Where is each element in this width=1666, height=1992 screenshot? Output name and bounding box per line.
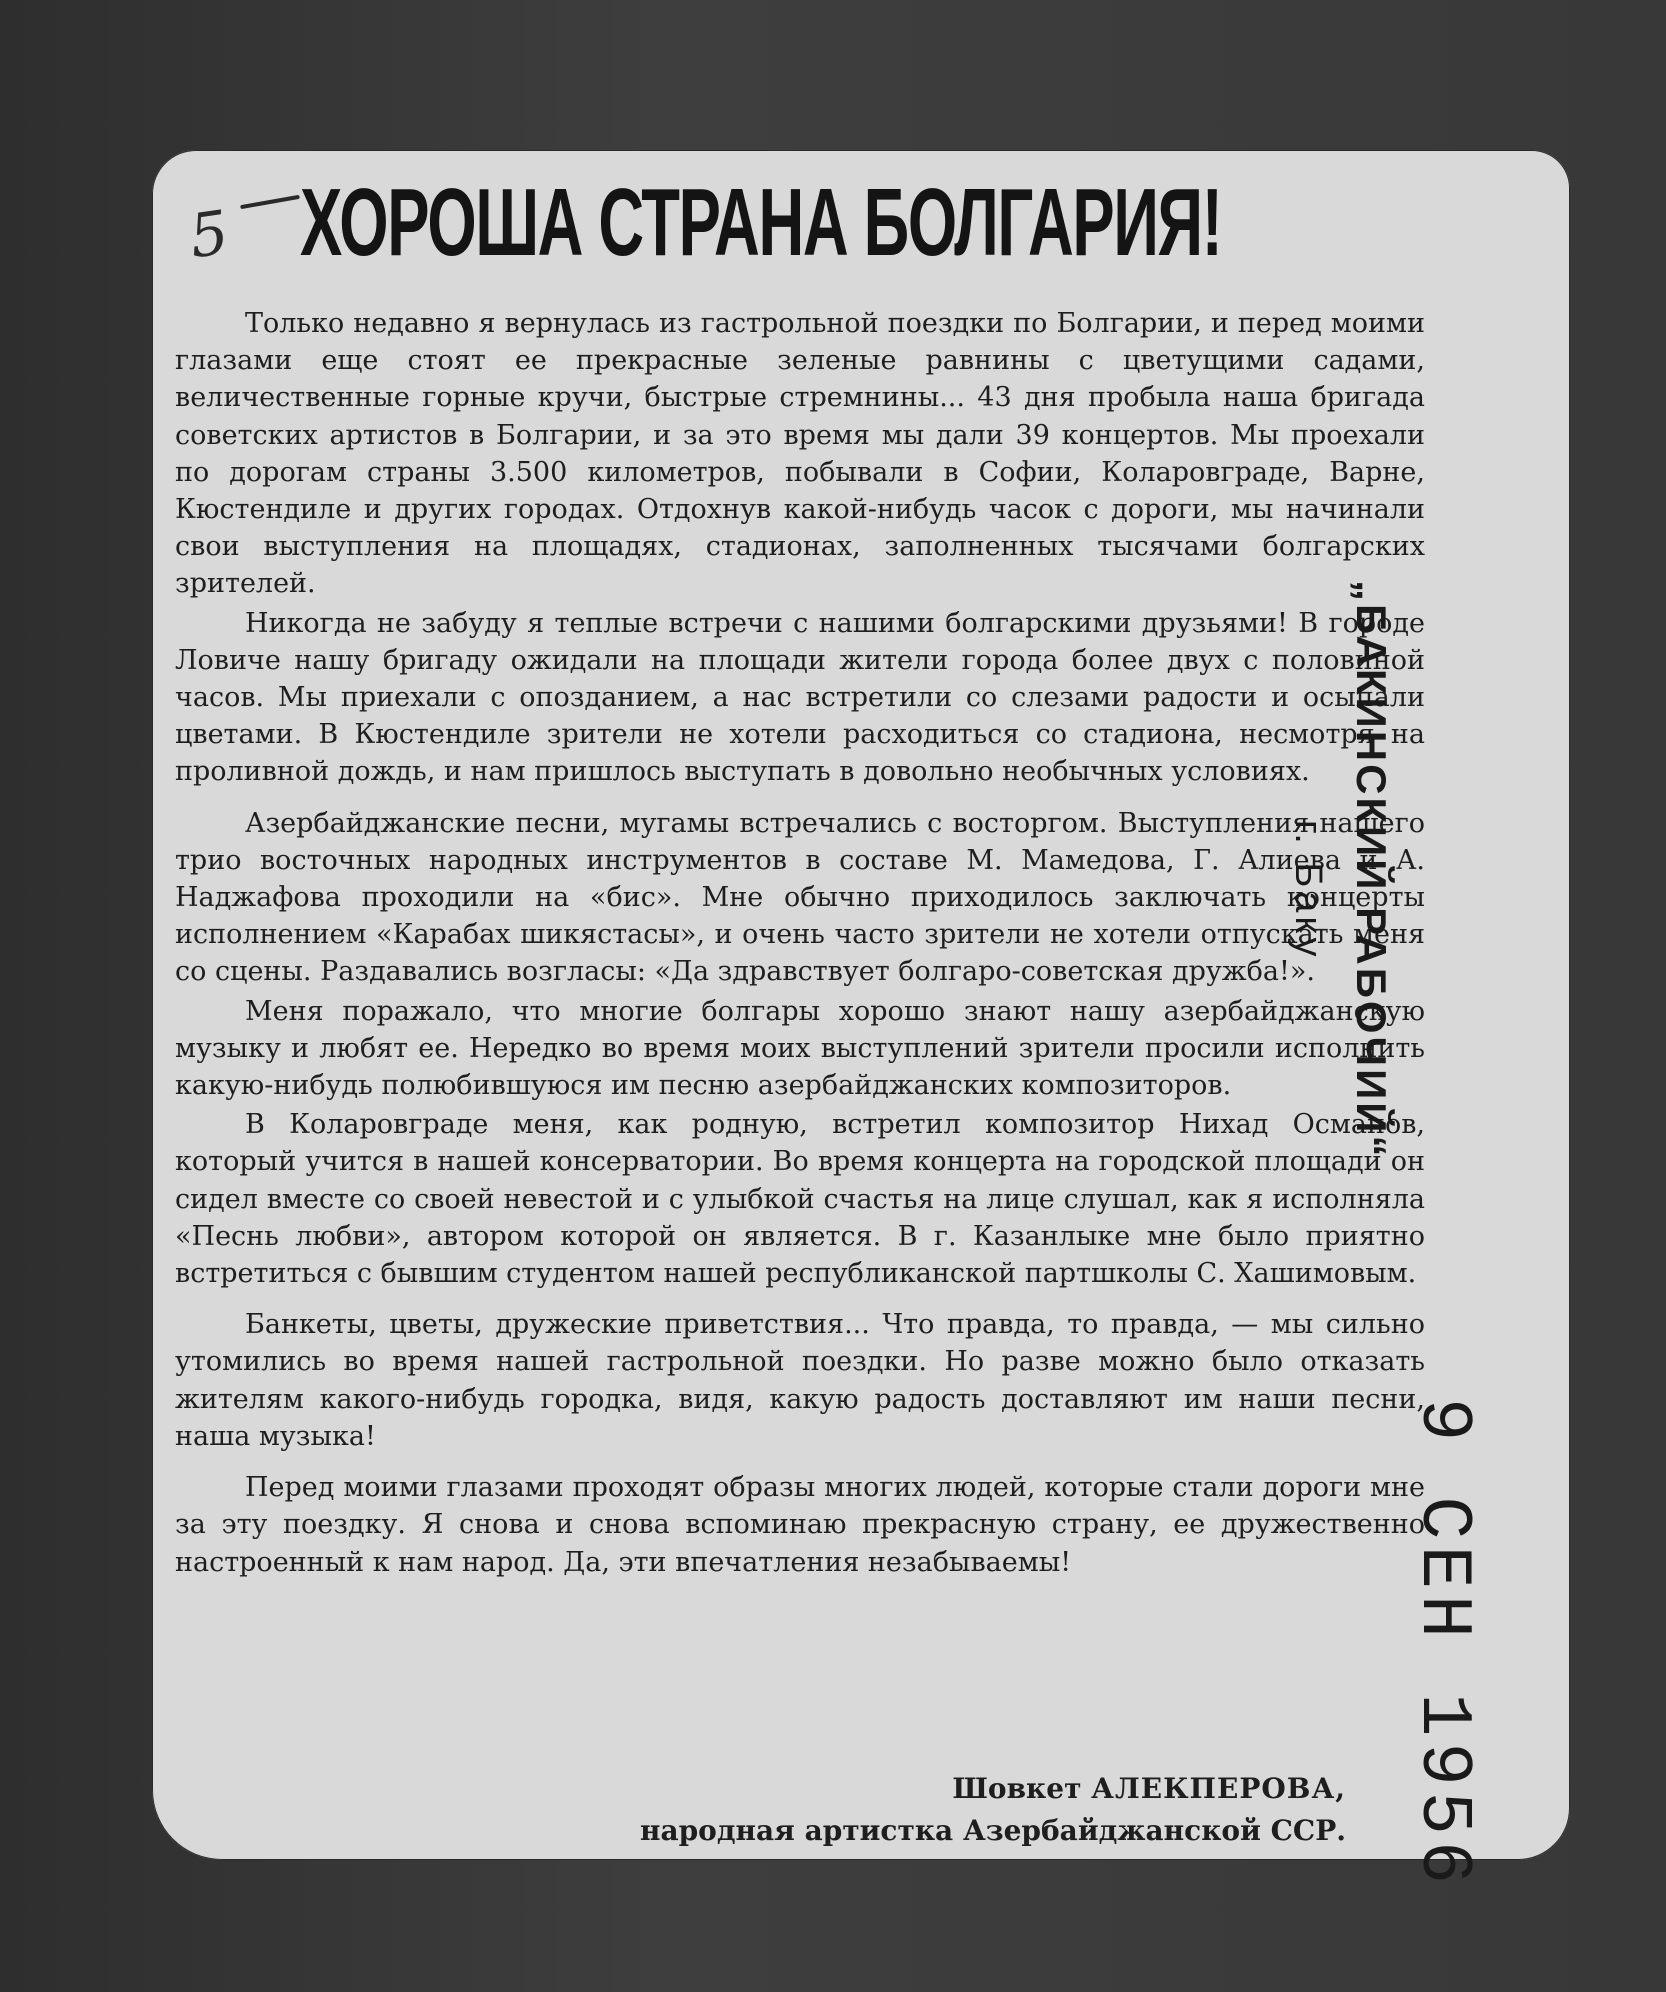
stamp-city: г. Баку (1287, 820, 1329, 961)
article-paragraph: Только недавно я вернулась из гастрольной поездки по Болгарии, и перед моими глазами еще стоят ее прекрасные зеленые равнины с цветущими садами, величественные горные кручи, быстрые стремнины... 43 дня пробыла наша бригада советских артистов в Болгарии, и за это время мы дали 39 концертов. Мы проехали по дорогам страны 3.500 километров, побывали в Софии, Коларовграде, Варне, Кюстендиле и других городах. Отдохнув какой-нибудь часок с дороги, мы начинали свои выступления на площадях, стадионах, заполненных тысячами болгарских зрителей. (175, 308, 1425, 600)
newspaper-source-stamp (1275, 560, 1395, 1200)
author-last-name: АЛЕКПЕРОВА, (1091, 1772, 1346, 1805)
author-signature (640, 1768, 1346, 1852)
article-paragraph: Азербайджанские песни, мугамы встречались с восторгом. Выступления нашего трио восточных народных инструментов в составе М. Мамедова, Г. Алиева и А. Наджафова проходили на «бис». Мне обычно приходилось заключать концерты исполнением «Карабах шикястасы», и очень часто зрители не хотели отпускать меня со сцены. Раздавались возгласы: «Да здравствует болгаро-советская дружба!». (175, 807, 1425, 988)
article-paragraph: Никогда не забуду я теплые встречи с нашими болгарскими друзьями! В городе Ловиче нашу бригаду ожидали на площади жители города более двух с половиной часов. Мы приехали с опозданием, а нас встретили со слезами радости и осыпали цветами. В Кюстендиле зрители не хотели расходиться со стадиона, несмотря на проливной дождь, и нам пришлось выступать в довольно необычных условиях. (175, 607, 1425, 788)
date-stamp: 9 СЕН 1956 (1402, 1398, 1484, 1891)
article-headline: ХОРОША СТРАНА БОЛГАРИЯ! (300, 169, 1222, 276)
author-first-name: Шовкет (952, 1772, 1082, 1805)
author-title: народная артистка Азербайджанской ССР. (639, 1814, 1346, 1847)
stamp-newspaper-name: „БАКИНСКИЙ РАБОЧИЙ“ (1348, 580, 1395, 1160)
article-paragraph: Перед моими глазами проходят образы многих людей, которые стали дороги мне за эту поездку. Я снова и снова вспоминаю прекрасную страну, ее дружественно настроенный к нам народ. Да, эти впечатления незабываемы! (175, 1472, 1425, 1578)
article-paragraph: Меня поражало, что многие болгары хорошо знают нашу азербайджанскую музыку и любят ее. Нередко во время моих выступлений зрители просили исполнить какую-нибудь полюбившуюся им песню азербайджанских композиторов. (175, 995, 1425, 1102)
article-paragraph: Банкеты, цветы, дружеские приветствия... Что правда, то правда, — мы сильно утомились во время нашей гастрольной поездки. Но разве можно было отказать жителям какого-нибудь городка, видя, какую радость доставляют им наши песни, наша музыка! (175, 1309, 1425, 1452)
article-body (175, 305, 1425, 1581)
article-paragraph: В Коларовграде меня, как родную, встретил композитор Нихад Османов, который учится в нашей консерватории. Во время концерта на городской площади он сидел вместе со своей невестой и с улыбкой счастья на лице слушал, как я исполняла «Песнь любви», автором которой он является. В г. Казанлыке мне было приятно встретиться с бывшим студентом нашей республиканской партшколы С. Хашимовым. (175, 1109, 1425, 1290)
author-name-line (640, 1768, 1346, 1810)
handwritten-page-number: 5 (185, 197, 233, 273)
